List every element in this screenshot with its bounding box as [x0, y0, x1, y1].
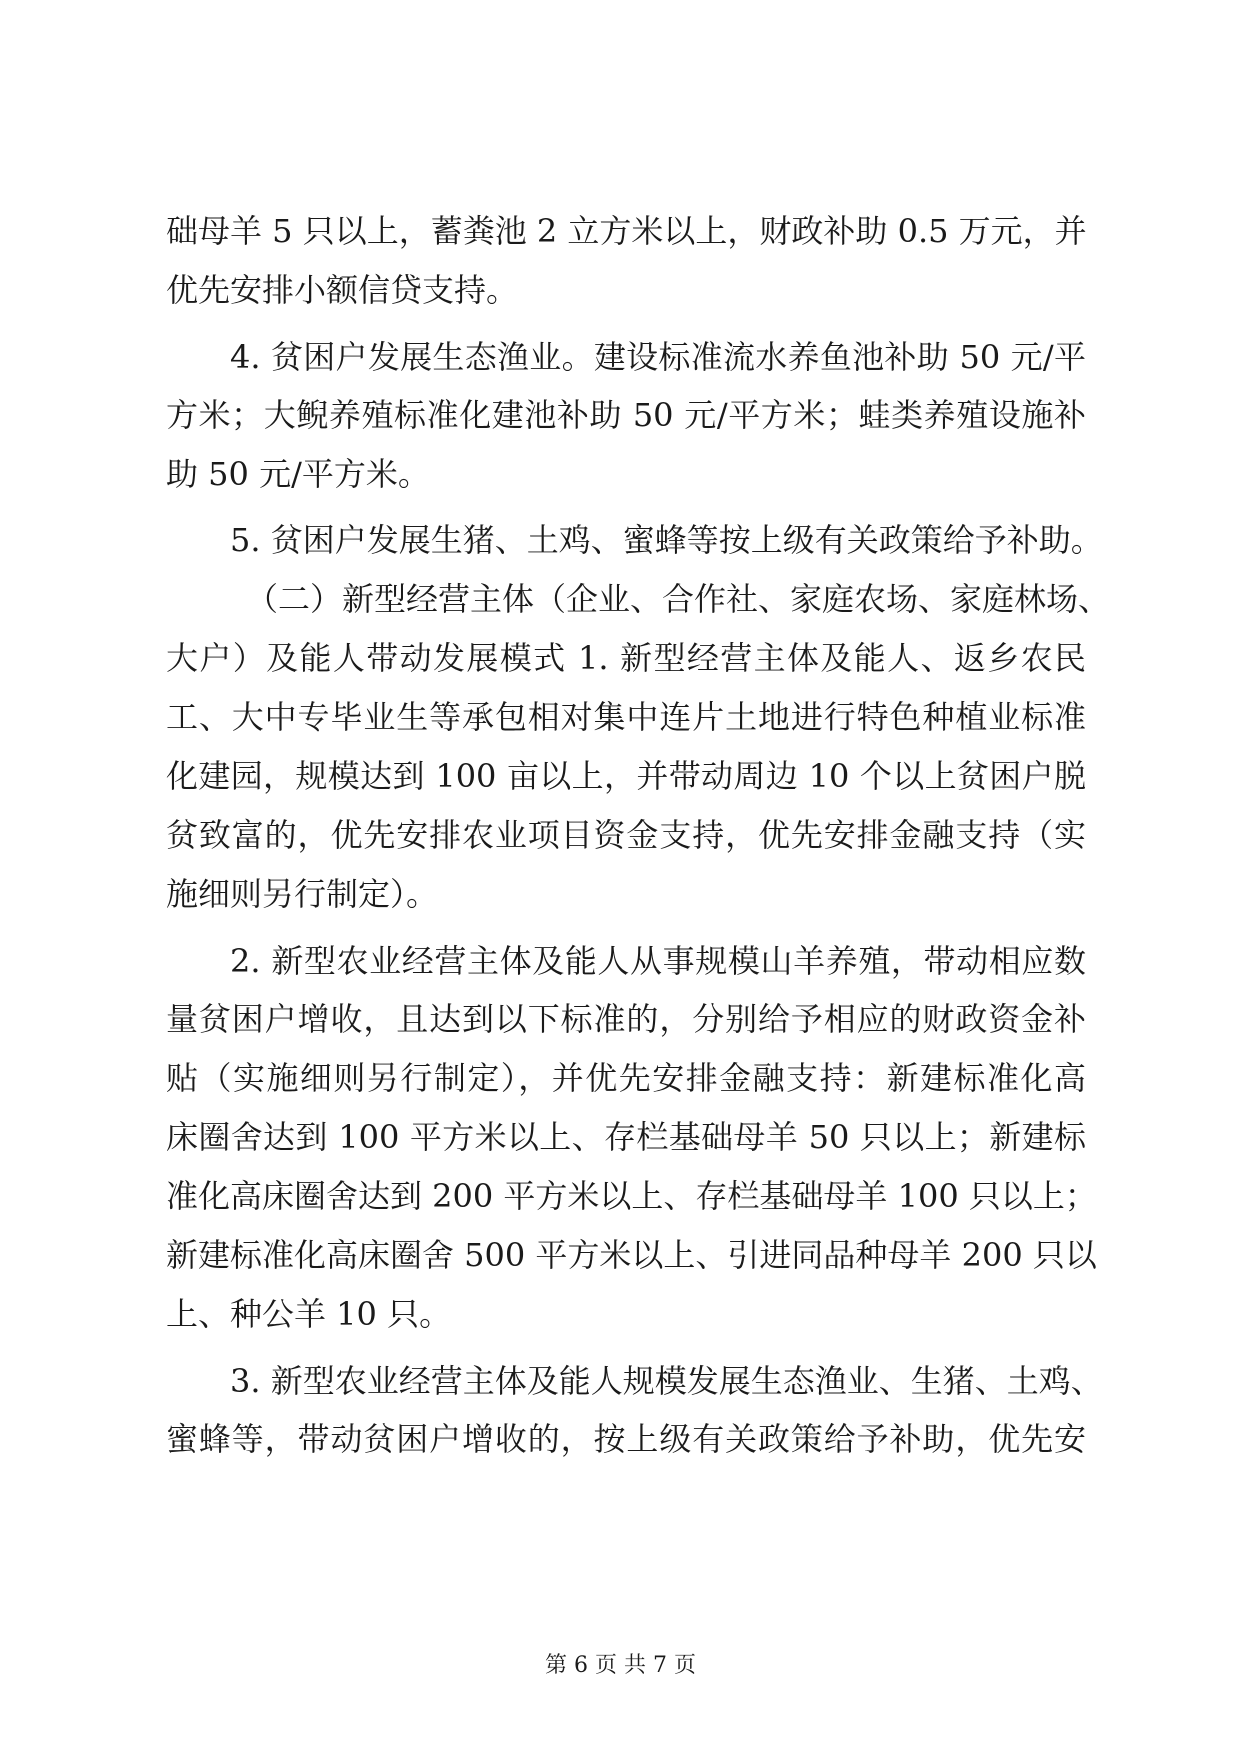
body-line: 2. 新型农业经营主体及能人从事规模山羊养殖，带动相应数: [230, 942, 1086, 980]
body-line: 新建标准化高床圈舍 500 平方米以上、引进同品种母羊 200 只以: [166, 1236, 1097, 1274]
body-line: 量贫困户增收，且达到以下标准的，分别给予相应的财政资金补: [166, 1000, 1086, 1038]
page-number-footer: 第 6 页 共 7 页: [545, 1653, 696, 1678]
body-line: 蜜蜂等，带动贫困户增收的，按上级有关政策给予补助，优先安: [166, 1420, 1086, 1458]
section-heading-line: （二）新型经营主体（企业、合作社、家庭农场、家庭林场、: [246, 580, 1111, 618]
body-line: 方米；大鲵养殖标准化建池补助 50 元/平方米；蛙类养殖设施补: [166, 396, 1086, 434]
body-line: 贴（实施细则另行制定），并优先安排金融支持：新建标准化高: [166, 1059, 1086, 1097]
body-line: 5. 贫困户发展生猪、土鸡、蜜蜂等按上级有关政策给予补助。: [230, 521, 1103, 559]
body-line: 床圈舍达到 100 平方米以上、存栏基础母羊 50 只以上；新建标: [166, 1118, 1086, 1156]
body-line: 优先安排小额信贷支持。: [166, 271, 519, 309]
body-line: 工、大中专毕业生等承包相对集中连片土地进行特色种植业标准: [166, 698, 1086, 736]
body-line: 上、种公羊 10 只。: [166, 1295, 452, 1333]
body-line: 4. 贫困户发展生态渔业。建设标准流水养鱼池补助 50 元/平: [230, 338, 1086, 376]
body-line: 础母羊 5 只以上，蓄粪池 2 立方米以上，财政补助 0.5 万元，并: [166, 212, 1087, 250]
body-line: 施细则另行制定）。: [166, 875, 439, 913]
body-line: 助 50 元/平方米。: [166, 455, 430, 493]
body-line: 3. 新型农业经营主体及能人规模发展生态渔业、生猪、土鸡、: [230, 1362, 1103, 1400]
body-line: 大户）及能人带动发展模式 1. 新型经营主体及能人、返乡农民: [166, 639, 1086, 677]
body-line: 贫致富的，优先安排农业项目资金支持，优先安排金融支持（实: [166, 816, 1086, 854]
body-line: 准化高床圈舍达到 200 平方米以上、存栏基础母羊 100 只以上；: [166, 1177, 1097, 1215]
body-line: 化建园，规模达到 100 亩以上，并带动周边 10 个以上贫困户脱: [166, 757, 1086, 795]
